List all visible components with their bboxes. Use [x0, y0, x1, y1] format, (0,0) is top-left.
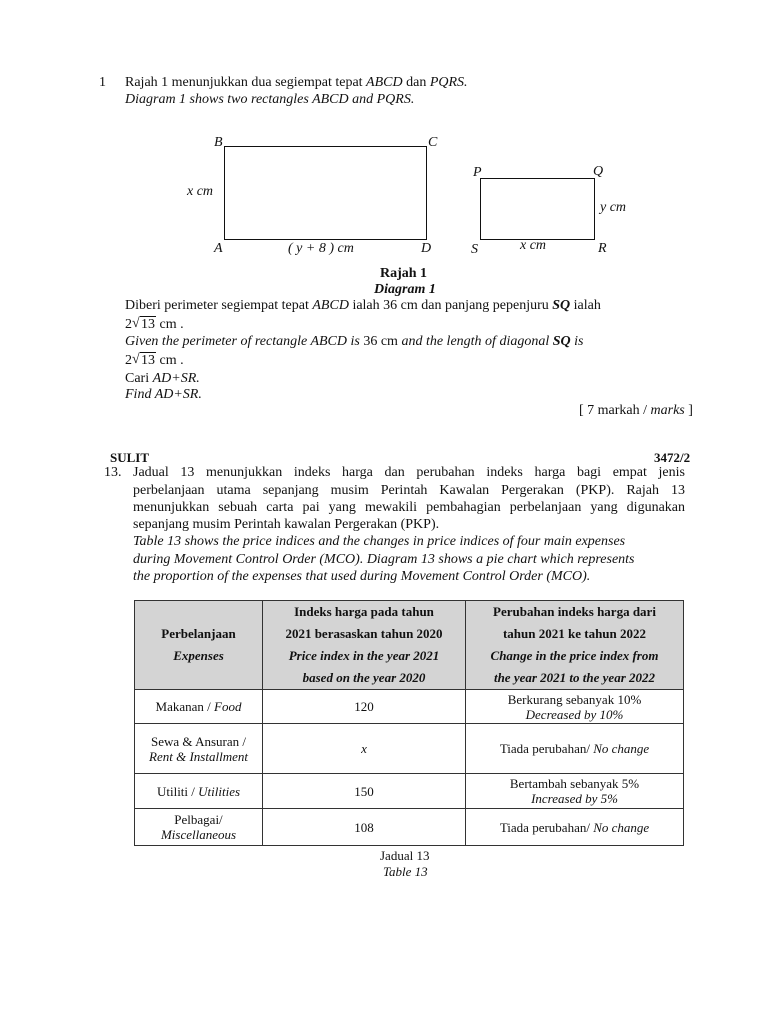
rectangle-pqrs	[480, 178, 595, 240]
q1-diagonal-value-en: 2 √ 13 cm .	[125, 352, 184, 368]
table-caption-ms: Jadual 13	[380, 848, 430, 863]
row-expense: Makanan / Food	[135, 690, 263, 724]
row-index: x	[263, 724, 466, 774]
q1-marks: [ 7 markah / marks ]	[579, 403, 693, 418]
q13-en-line-1: Table 13 shows the price indices and the changes in price indices of four main expenses	[133, 534, 626, 549]
vertex-d: D	[421, 241, 432, 256]
diagram-caption-en: Diagram 1	[374, 282, 436, 297]
q1-find-ms: Cari AD+SR.	[125, 371, 200, 386]
row-index: 108	[263, 809, 466, 846]
q1-given-ms: Diberi perimeter segiempat tepat ABCD ialah 36 cm dan panjang pepenjuru SQ ialah	[125, 298, 601, 313]
q13-ms-line-3: menunjukkan sebuah carta pai yang mewakili pembahagian perbelanjaan yang digunakan	[133, 500, 685, 515]
vertex-b: B	[214, 135, 223, 150]
q1-intro-en: Diagram 1 shows two rectangles ABCD and PQRS.	[125, 92, 415, 107]
q13-ms-line-4: sepanjang musim Perintah kawalan Pergerakan (PKP).	[133, 517, 440, 532]
table-header-row	[135, 601, 684, 690]
table-row	[135, 690, 684, 724]
vertex-s: S	[471, 242, 478, 257]
q13-ms-line-1: Jadual 13 menunjukkan indeks harga dan perubahan indeks harga bagi empat jenis	[133, 465, 685, 480]
q13-number: 13.	[104, 465, 122, 480]
label-pqrs-height: y cm	[600, 200, 627, 215]
row-index: 150	[263, 774, 466, 809]
header-price-change: Perubahan indeks harga dari tahun 2021 ke tahun 2022 Change in the price index from the year 2021 to the year 2022	[466, 601, 684, 690]
rectangle-abcd	[224, 146, 427, 240]
row-change: Bertambah sebanyak 5% Increased by 5%	[466, 774, 684, 809]
header-expenses: Perbelanjaan Expenses	[135, 601, 263, 690]
vertex-p: P	[473, 165, 482, 180]
q13-en-line-2: during Movement Control Order (MCO). Diagram 13 shows a pie chart which represents	[133, 552, 635, 567]
header-sulit: SULIT	[110, 450, 150, 465]
row-change: Tiada perubahan/ No change	[466, 809, 684, 846]
q1-given-en: Given the perimeter of rectangle ABCD is 36 cm and the length of diagonal SQ is	[125, 334, 584, 349]
label-abcd-width: x cm	[187, 184, 214, 199]
vertex-c: C	[428, 135, 438, 150]
price-index-table	[134, 600, 684, 846]
diagram-caption-ms: Rajah 1	[380, 266, 428, 281]
header-price-index: Indeks harga pada tahun 2021 berasaskan tahun 2020 Price index in the year 2021 based on the year 2020	[263, 601, 466, 690]
q1-number: 1	[99, 75, 106, 90]
vertex-q: Q	[593, 164, 604, 179]
label-abcd-length: ( y + 8 ) cm	[288, 241, 354, 256]
table-caption-en: Table 13	[383, 864, 428, 879]
row-expense: Utiliti / Utilities	[135, 774, 263, 809]
row-change: Tiada perubahan/ No change	[466, 724, 684, 774]
q13-ms-line-2: perbelanjaan utama sepanjang musim Perintah Kawalan Pergerakan (PKP). Rajah 13	[133, 483, 685, 498]
label-pqrs-width: x cm	[520, 238, 547, 253]
row-expense: Pelbagai/ Miscellaneous	[135, 809, 263, 846]
row-index: 120	[263, 690, 466, 724]
table-row	[135, 774, 684, 809]
header-paper-code: 3472/2	[654, 450, 691, 465]
table-row	[135, 809, 684, 846]
q1-find-en: Find AD+SR.	[125, 387, 202, 402]
q1-intro-ms: Rajah 1 menunjukkan dua segiempat tepat ABCD dan PQRS.	[125, 75, 468, 90]
table-row	[135, 724, 684, 774]
vertex-r: R	[598, 241, 607, 256]
row-change: Berkurang sebanyak 10% Decreased by 10%	[466, 690, 684, 724]
q13-en-line-3: the proportion of the expenses that used during Movement Control Order (MCO).	[133, 569, 591, 584]
q1-diagonal-value-ms: 2 √ 13 cm .	[125, 316, 184, 332]
vertex-a: A	[214, 241, 223, 256]
row-expense: Sewa & Ansuran / Rent & Installment	[135, 724, 263, 774]
